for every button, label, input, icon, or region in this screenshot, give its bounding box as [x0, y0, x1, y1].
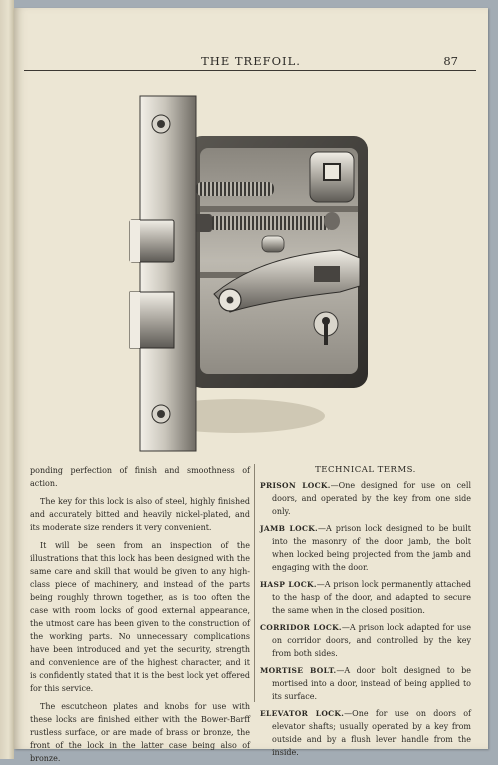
term-name: ELEVATOR LOCK.: [260, 709, 345, 718]
section-title: TECHNICAL TERMS.: [315, 465, 416, 475]
term-name: HASP LOCK.: [260, 580, 317, 589]
paragraph: The key for this lock is also of steel, highly finished and accurately bitted and heavily nickel-plated, and its moderate size renders it very convenient.: [30, 497, 250, 532]
term-entry: [260, 621, 471, 660]
term-entry: [260, 522, 471, 574]
term-definition: —A prison lock adapted for use on corridor doors, and controlled by the key from both sides.: [272, 623, 472, 658]
term-name: CORRIDOR LOCK.: [260, 623, 342, 632]
paragraph: ponding perfection of finish and smoothness of action.: [30, 466, 250, 488]
book-page: [14, 8, 488, 763]
column-rule: [254, 464, 255, 702]
term-definition: —A door bolt designed to be mortised into a door, instead of being applied to its surface.: [272, 666, 471, 701]
header-rule: [24, 70, 476, 71]
left-text-column: [30, 464, 250, 765]
spindle-hole: [324, 164, 340, 180]
term-entry: [260, 707, 471, 759]
term-definition: —One designed for use on cell doors, and operated by the key from one side only.: [272, 481, 471, 516]
technical-terms-column: [260, 464, 471, 763]
term-entry: [260, 578, 471, 617]
running-head: [14, 54, 488, 70]
term-name: JAMB LOCK.: [260, 524, 318, 533]
term-name: MORTISE BOLT.: [260, 666, 337, 675]
upper-spring: [196, 182, 274, 196]
term-entry: [260, 479, 471, 518]
term-definition: —A prison lock designed to be built into the masonry of the door jamb, the bolt when locked being projected from the jamb and engaging with the door.: [272, 524, 471, 572]
term-name: PRISON LOCK.: [260, 481, 331, 490]
term-definition: —One for use on doors of elevator shafts; usually operated by a key from outside and by a flush lever handle from the inside.: [272, 709, 471, 757]
paragraph: It will be seen from an inspection of the illustrations that this lock has been designed with the same care and skill that would be given to any high-class piece of machinery, and instead of the parts being roughly thrown together, as is too often the case with room locks of good external appearance, the utmost care has been given to the construction of the working parts. No unnecessary complications have been introduced and yet the security, strength and convenience are of the highest character, and it is confidently stated that it is the best lock yet offered for this service.: [30, 541, 250, 693]
running-title: THE TREFOIL.: [201, 54, 301, 68]
mortise-lock-illustration: [110, 86, 370, 458]
lower-spring: [208, 216, 332, 230]
term-entry: [260, 664, 471, 703]
paragraph: The escutcheon plates and knobs for use with these locks are finished either with the Bower-Barff rustless surface, or are made of brass or bronze, the front of the lock in the latter case being also of bronze.: [30, 702, 250, 763]
front-plate: [140, 96, 196, 451]
adjacent-page-edge: [0, 0, 14, 759]
term-definition: —A prison lock permanently attached to the hasp of the door, and adapted to secure the same when in the closed position.: [272, 580, 471, 615]
page-number: 87: [443, 54, 458, 68]
roller-bolt: [262, 236, 284, 252]
